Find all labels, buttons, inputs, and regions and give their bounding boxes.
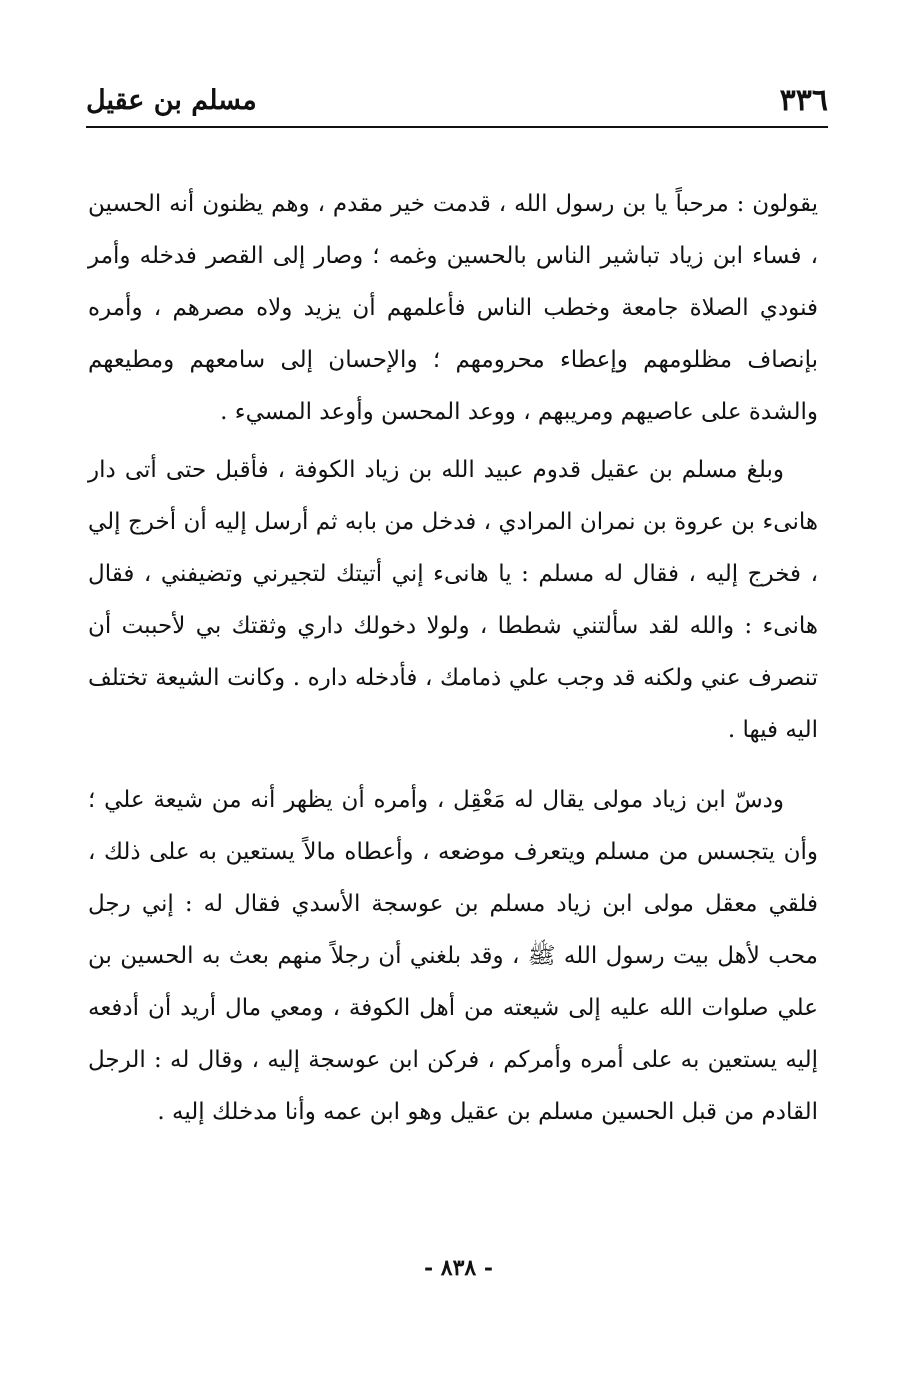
running-header: [86, 80, 828, 124]
header-divider: [86, 126, 828, 128]
body-text: [88, 178, 818, 1138]
paragraph-2: وبلغ مسلم بن عقيل قدوم عبيد الله بن زياد الكوفة ، فأقبل حتى أتى دار هانىء بن عروة بن نمران المرادي ، فدخل من بابه ثم أرسل إليه أن أخرج إلي ، فخرج إليه ، فقال له مسلم : يا هانىء إني أتيتك لتجيرني وتضيفني ، فقال هانىء : والله لقد سألتني شططا ، ولولا دخولك داري وثقتك بي لأحببت أن تنصرف عني ولكنه قد وجب علي ذمامك ، فأدخله داره . وكانت الشيعة تختلف اليه فيها .: [88, 457, 818, 743]
header-page-number: ٣٣٦: [779, 83, 828, 118]
footer-page-number: - ٨٣٨ -: [423, 1255, 494, 1281]
header-title: مسلم بن عقيل: [86, 85, 257, 116]
paragraph-1: يقولون : مرحباً يا بن رسول الله ، قدمت خير مقدم ، وهم يظنون أنه الحسين ، فساء ابن زياد تباشير الناس بالحسين وغمه ؛ وصار إلى القصر فدخله وأمر فنودي الصلاة جامعة وخطب الناس فأعلمهم أن يزيد ولاه مصرهم ، وأمره بإنصاف مظلومهم وإعطاء محرومهم ؛ والإحسان إلى سامعهم ومطيعهم والشدة على عاصيهم ومريبهم ، ووعد المحسن وأوعد المسيء .: [88, 191, 818, 425]
paragraph-3: ودسّ ابن زياد مولى يقال له مَعْقِل ، وأمره أن يظهر أنه من شيعة علي ؛ وأن يتجسس من مسلم ويتعرف موضعه ، وأعطاه مالاً يستعين به على ذلك ، فلقي معقل مولى ابن زياد مسلم بن عوسجة الأسدي فقال له : إني رجل محب لأهل بيت رسول الله ﷺ ، وقد بلغني أن رجلاً منهم بعث به الحسين بن علي صلوات الله عليه إلى شيعته من أهل الكوفة ، ومعي مال أريد أن أدفعه إليه يستعين به على أمره وأمركم ، فركن ابن عوسجة إليه ، وقال له : الرجل القادم من قبل الحسين مسلم بن عقيل وهو ابن عمه وأنا مدخلك إليه .: [88, 787, 818, 1125]
